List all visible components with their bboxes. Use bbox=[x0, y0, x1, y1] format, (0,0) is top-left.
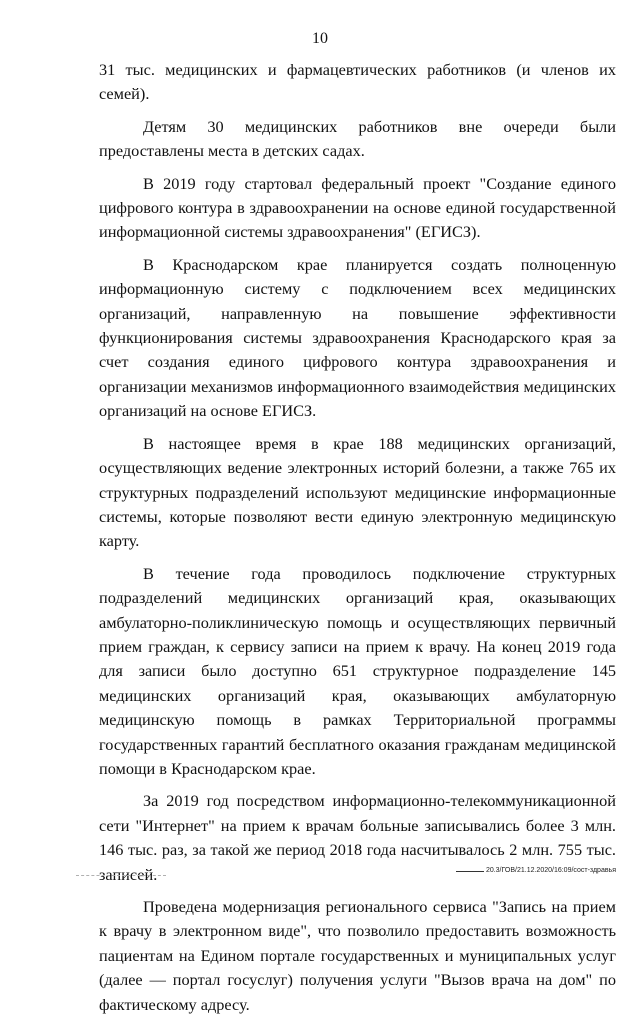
paragraph-kindergarten: Детям 30 медицинских работников вне очереди были предоставлены места в детских садах. bbox=[99, 116, 616, 161]
paragraph-internet-records: За 2019 год посредством информационно-телекоммуникационной сети "Интернет" на прием к врачам больные записывались более 3 млн. 146 тыс. раз, за такой же период 2018 года насчитывалось 2 млн. 755 тыс. записей. bbox=[99, 791, 616, 884]
footer-divider bbox=[76, 875, 166, 876]
footer-reference bbox=[456, 866, 616, 876]
paragraph-regional-system: В Краснодарском крае планируется создать полноценную информационную систему с подключением всех медицинских организаций, направленную на повышение эффективности функционирования системы здравоохранения Краснодарского края за счет создания единого цифрового контура здравоохранения и организации механизмов информационного взаимодействия медицинских организаций на основе ЕГИСЗ. bbox=[99, 254, 616, 421]
paragraph-modernization: Проведена модернизация регионального сервиса "Запись на прием к врачу в электронном виде", что позволило предоставить возможность пациентам на Едином портале государственных и муниципальных услуг (далее — портал госуслуг) получения услуги "Вызов врача на дом" по фактическому адресу. bbox=[99, 897, 616, 1014]
footer-dash bbox=[456, 871, 484, 872]
page-number: 10 bbox=[312, 30, 328, 47]
paragraph-federal-project: В 2019 году стартовал федеральный проект "Создание единого цифрового контура в здравоохранении на основе единой государственной информационной системы здравоохранения" (ЕГИСЗ). bbox=[99, 173, 616, 242]
paragraph-ehr-organizations: В настоящее время в крае 188 медицинских организаций, осуществляющих ведение электронных историй болезни, а также 765 их структурных подразделений используют медицинские информационные системы, которые позволяют вести единую электронную медицинскую карту. bbox=[99, 433, 616, 551]
footer-reference-text: 20.3/ГОВ/21.12.2020/16:09/сост-здравья bbox=[485, 867, 616, 874]
document-body bbox=[99, 58, 616, 1025]
paragraph-continued: 31 тыс. медицинских и фармацевтических работников (и членов их семей). bbox=[99, 60, 616, 104]
paragraph-appointment-service: В течение года проводилось подключение структурных подразделений медицинских организаций края, оказывающих амбулаторно-поликлиническую помощь и осуществляющих первичный прием граждан, к сервису записи на прием к врачу. На конец 2019 года для записи было доступно 651 структурное подразделение 145 медицинских организаций края, оказывающих амбулаторную медицинскую помощь в рамках Территориальной программы государственных гарантий бесплатного оказания гражданам медицинской помощи в Краснодарском крае. bbox=[99, 563, 616, 778]
